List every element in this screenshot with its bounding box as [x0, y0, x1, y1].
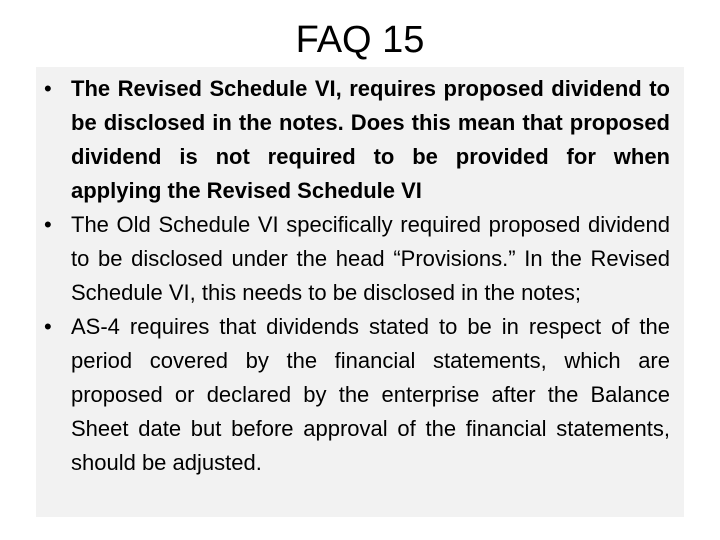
- bullet-text-old-schedule: The Old Schedule VI specifically required proposed dividend to be disclosed under the head “Provisions.” In the Revised Schedule VI, this needs to be disclosed in the notes;: [71, 212, 670, 305]
- bullet-text-question: The Revised Schedule VI, requires proposed dividend to be disclosed in the notes. Does this mean that proposed dividend is not required to be provided for when applying the Revised Schedule VI: [71, 76, 670, 203]
- bullet-text-as4: AS-4 requires that dividends stated to be in respect of the period covered by the financial statements, which are proposed or declared by the enterprise after the Balance Sheet date but before approval of the financial statements, should be adjusted.: [71, 314, 670, 475]
- bullet-dot-icon: •: [44, 212, 52, 237]
- bullet-item-old-schedule: [36, 208, 670, 310]
- slide-title: FAQ 15: [295, 19, 425, 61]
- bullet-item-as4: [36, 310, 670, 480]
- bullet-list: [36, 67, 684, 480]
- bullet-dot-icon: •: [44, 76, 52, 101]
- content-box: [36, 67, 684, 517]
- bullet-dot-icon: •: [44, 314, 52, 339]
- bullet-item-question: [36, 72, 670, 208]
